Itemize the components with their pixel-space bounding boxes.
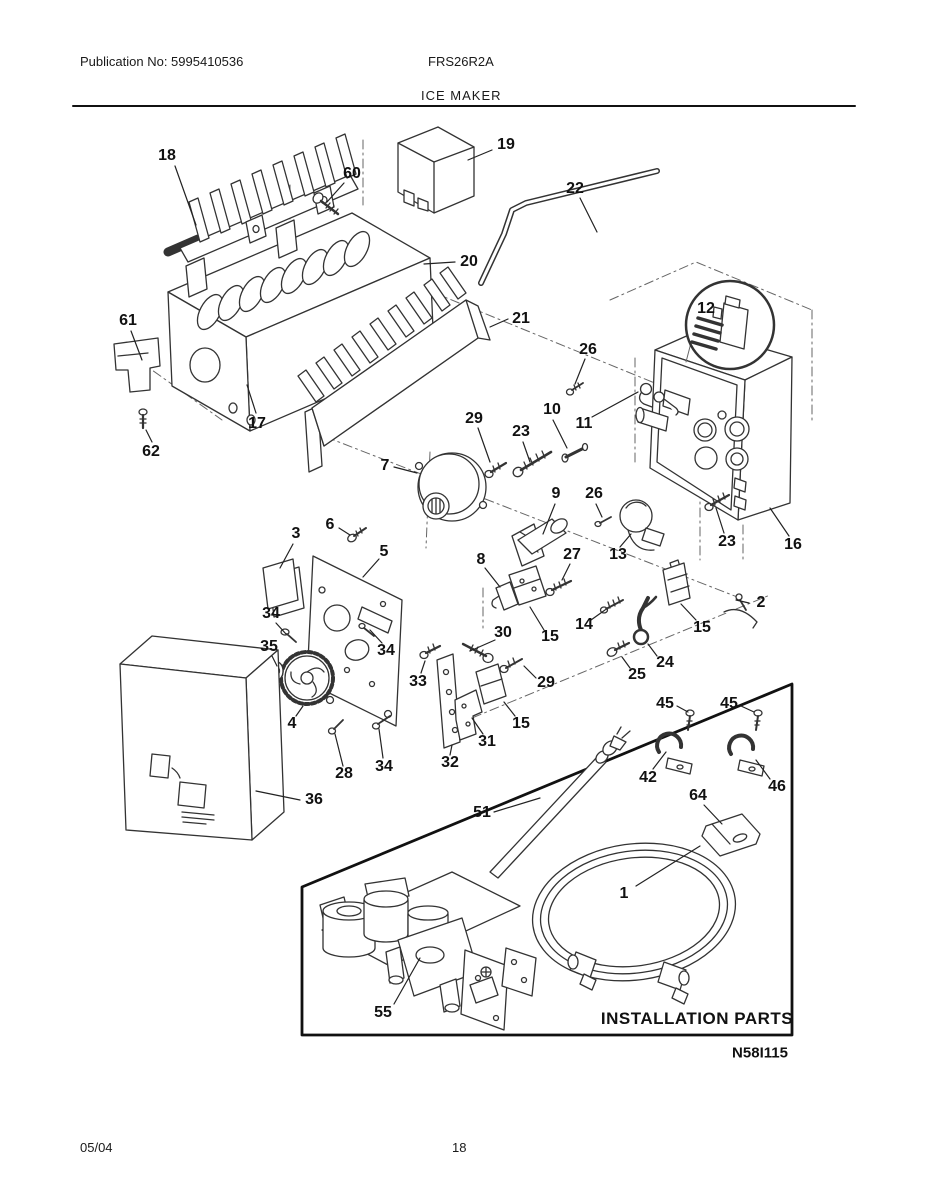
callout-9: 9	[551, 485, 561, 502]
callout-15: 15	[693, 619, 711, 636]
callout-25: 25	[628, 666, 646, 683]
callout-46: 46	[768, 778, 786, 795]
callout-61: 61	[119, 312, 137, 329]
callout-10: 10	[543, 401, 561, 418]
callout-29: 29	[537, 674, 555, 691]
callout-8: 8	[476, 551, 486, 568]
callout-31: 31	[478, 733, 496, 750]
installation-parts-label: INSTALLATION PARTS	[600, 1009, 794, 1028]
callout-4: 4	[287, 715, 297, 732]
callout-20: 20	[460, 253, 478, 270]
callout-14: 14	[575, 616, 593, 633]
callout-23: 23	[512, 423, 530, 440]
callout-17: 17	[248, 415, 266, 432]
callout-18: 18	[158, 147, 176, 164]
callout-64: 64	[689, 787, 707, 804]
callout-36: 36	[305, 791, 323, 808]
callout-51: 51	[473, 804, 491, 821]
callout-15: 15	[512, 715, 530, 732]
callout-16: 16	[784, 536, 802, 553]
callout-34: 34	[375, 758, 393, 775]
callout-13: 13	[609, 546, 627, 563]
callout-29: 29	[465, 410, 483, 427]
model-number: FRS26R2A	[428, 54, 494, 69]
callout-7: 7	[380, 457, 390, 474]
callout-26: 26	[585, 485, 603, 502]
callout-42: 42	[639, 769, 657, 786]
callout-24: 24	[656, 654, 674, 671]
callout-34: 34	[262, 605, 280, 622]
callout-23: 23	[718, 533, 736, 550]
footer-page-number: 18	[452, 1140, 467, 1155]
callout-33: 33	[409, 673, 427, 690]
callout-22: 22	[566, 180, 584, 197]
callout-32: 32	[441, 754, 459, 771]
callout-12: 12	[697, 300, 715, 317]
callout-30: 30	[494, 624, 512, 641]
callout-28: 28	[335, 765, 353, 782]
callout-3: 3	[291, 525, 301, 542]
callout-34: 34	[377, 642, 395, 659]
callout-62: 62	[142, 443, 160, 460]
callout-5: 5	[379, 543, 389, 560]
callout-19: 19	[497, 136, 515, 153]
callout-6: 6	[325, 516, 335, 533]
publication-number: Publication No: 5995410536	[80, 54, 244, 69]
callout-35: 35	[260, 638, 278, 655]
callout-45: 45	[656, 695, 674, 712]
callout-21: 21	[512, 310, 530, 327]
footer-date: 05/04	[80, 1140, 113, 1155]
callout-2: 2	[756, 594, 766, 611]
callout-1: 1	[619, 885, 629, 902]
callout-15: 15	[541, 628, 559, 645]
callout-27: 27	[563, 546, 581, 563]
callout-45: 45	[720, 695, 738, 712]
callout-55: 55	[374, 1004, 392, 1021]
diagram-code: N58I115	[732, 1044, 788, 1062]
callout-26: 26	[579, 341, 597, 358]
callout-60: 60	[343, 165, 361, 182]
page-title: ICE MAKER	[421, 88, 502, 103]
callout-11: 11	[575, 415, 593, 432]
